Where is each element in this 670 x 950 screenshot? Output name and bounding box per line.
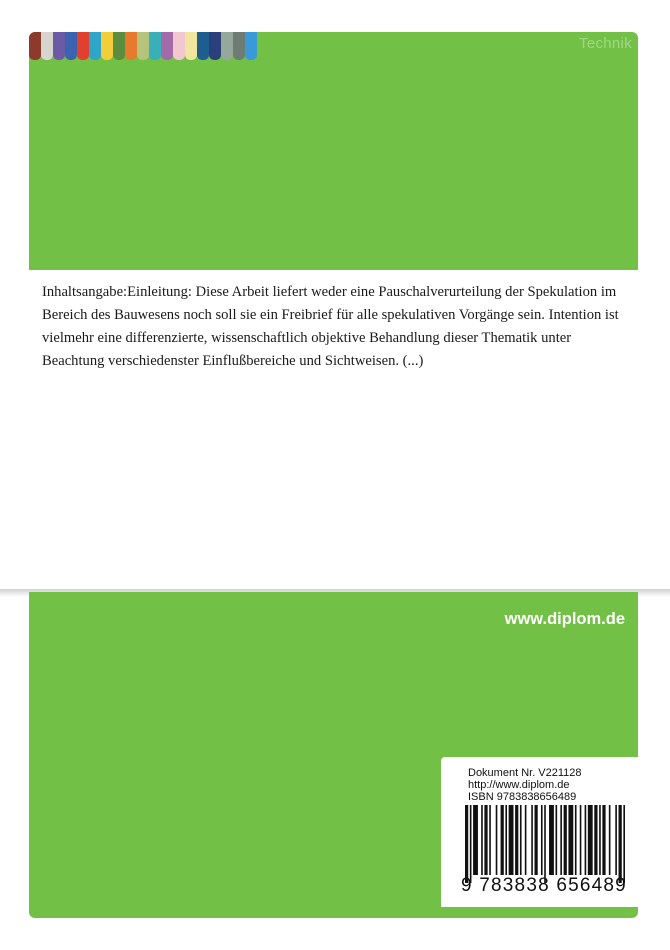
color-stripe (101, 32, 113, 60)
color-stripe (161, 32, 173, 60)
color-stripe (125, 32, 137, 60)
color-stripe (245, 32, 257, 60)
barcode-box (441, 757, 638, 907)
isbn-text: ISBN 9783838656489 (468, 791, 577, 803)
color-stripe (185, 32, 197, 60)
color-stripe (89, 32, 101, 60)
color-stripe (197, 32, 209, 60)
document-number: Dokument Nr. V221128 (468, 767, 582, 779)
color-stripe (173, 32, 185, 60)
barcode-digits: 9 783838 656489 (461, 875, 627, 896)
category-label: Technik (579, 35, 632, 52)
color-stripe (113, 32, 125, 60)
color-stripe (209, 32, 221, 60)
bottom-color-panel (29, 592, 638, 918)
color-stripe-bar (29, 32, 257, 60)
color-stripe (29, 32, 41, 60)
top-color-panel (29, 32, 638, 270)
color-stripe (233, 32, 245, 60)
color-stripe (149, 32, 161, 60)
color-stripe (53, 32, 65, 60)
color-stripe (221, 32, 233, 60)
barcode-icon (465, 805, 625, 883)
publisher-website: http://www.diplom.de (468, 779, 570, 791)
book-description: Inhaltsangabe:Einleitung: Diese Arbeit liefert weder eine Pauschalverurteilung der Spekulation im Bereich des Bauwesens noch soll sie ein Freibrief für alle spekulativen Vorgänge sein. Intention ist vielmehr eine differenzierte, wissenschaftlich objektive Behandlung dieser Thematik unter Beachtung verschiedenster Einflußbereiche und Sichtweisen. (...) (42, 284, 619, 369)
color-stripe (41, 32, 53, 60)
color-stripe (77, 32, 89, 60)
publisher-url[interactable]: www.diplom.de (504, 610, 625, 628)
color-stripe (137, 32, 149, 60)
color-stripe (65, 32, 77, 60)
